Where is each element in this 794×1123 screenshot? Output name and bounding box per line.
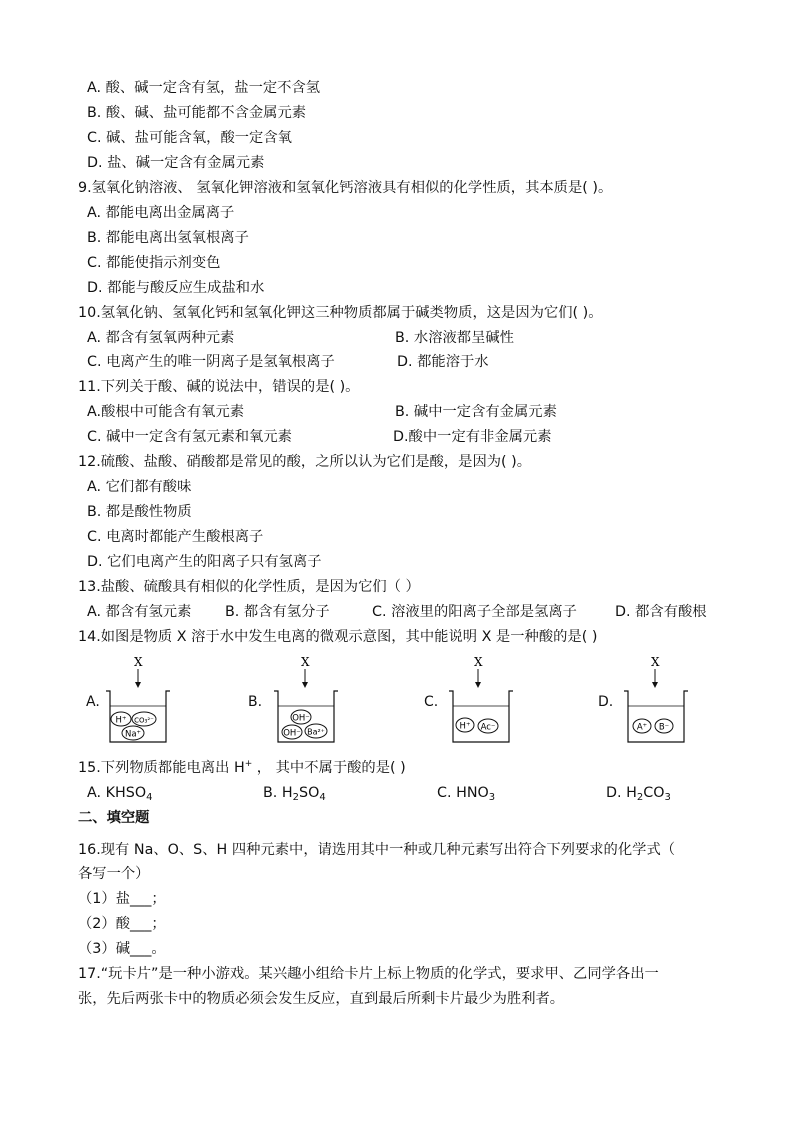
beaker-a-diagram xyxy=(100,654,180,746)
q15-stem-text: 15.下列物质都能电离出 H xyxy=(78,760,245,776)
q13-option-d: D. 都含有酸根 xyxy=(615,604,707,620)
q11-option-d: D.酸中一定有非金属元素 xyxy=(393,429,552,445)
q9-option-c: C. 都能使指示剂变色 xyxy=(87,255,221,271)
q16-item-2: （2）酸___； xyxy=(78,916,166,932)
q10-option-c: C. 电离产生的唯一阴离子是氢氧根离子 xyxy=(87,354,335,370)
ion-d-2: B⁻ xyxy=(658,722,670,733)
q15-a-text: A. KHSO xyxy=(87,785,147,801)
q12-option-a: A. 它们都有酸味 xyxy=(87,479,192,495)
section-heading-fill-in: 二、填空题 xyxy=(78,810,150,826)
q13-option-a: A. 都含有氢元素 xyxy=(87,604,192,620)
q15-c-text: C. HNO xyxy=(437,785,489,801)
q15-b-mid: SO xyxy=(299,785,320,801)
q11-option-a: A.酸根中可能含有氧元素 xyxy=(87,404,245,420)
q14-label-b: B. xyxy=(248,694,263,710)
q9-stem: 9.氢氧化钠溶液、 氢氧化钾溶液和氢氧化钙溶液具有相似的化学性质，其本质是( )。 xyxy=(78,180,613,196)
q15-b-sub: 2 xyxy=(292,792,300,803)
q15-stem-tail: ， 其中不属于酸的是( ) xyxy=(252,760,406,776)
q15-d-sub2: 3 xyxy=(664,792,671,803)
q14-label-d: D. xyxy=(598,694,614,710)
q9-option-b: B. 都能电离出氢氧根离子 xyxy=(87,230,249,246)
q15-stem xyxy=(78,758,406,778)
q15-option-d xyxy=(606,783,671,803)
q14-stem: 14.如图是物质 X 溶于水中发生电离的微观示意图，其中能说明 X 是一种酸的是( ) xyxy=(78,629,598,645)
q15-c-sub: 3 xyxy=(488,792,496,803)
q12-option-c: C. 电离时都能产生酸根离子 xyxy=(87,529,264,545)
beaker-c-diagram xyxy=(446,654,526,746)
q10-option-b: B. 水溶液都呈碱性 xyxy=(395,330,514,346)
ion-a-2: CO₃²⁻ xyxy=(134,716,154,725)
q15-a-sub: 4 xyxy=(146,792,153,803)
q14-label-a: A. xyxy=(86,694,100,710)
q15-d-text: D. H xyxy=(606,785,637,801)
q14-label-c: C. xyxy=(424,694,439,710)
q15-stem-sup: + xyxy=(244,759,253,769)
q9-option-d: D. 都能与酸反应生成盐和水 xyxy=(87,280,265,296)
q15-d-sub: 2 xyxy=(636,792,644,803)
q15-option-a xyxy=(87,783,152,803)
q8-option-c: C. 碱、盐可能含氧，酸一定含氧 xyxy=(87,130,292,146)
beaker-a-x-label: X xyxy=(134,655,143,669)
q10-stem: 10.氢氧化钠、氢氧化钙和氢氧化钾这三种物质都属于碱类物质，这是因为它们( )。 xyxy=(78,305,603,321)
q13-stem: 13.盐酸、硫酸具有相似的化学性质，是因为它们（ ） xyxy=(78,579,420,595)
q11-stem: 11.下列关于酸、碱的说法中，错误的是( )。 xyxy=(78,379,360,395)
ion-b-1: OH⁻ xyxy=(292,713,310,724)
q17-line2: 张，先后两张卡中的物质必须会发生反应，直到最后所剩卡片最少为胜利者。 xyxy=(78,991,565,1007)
beaker-b-diagram xyxy=(270,654,350,746)
ion-b-2: OH⁻ xyxy=(283,728,301,739)
q11-option-b: B. 碱中一定含有金属元素 xyxy=(395,404,557,420)
q16-stem-line2: 各写一个） xyxy=(78,866,150,882)
q12-stem: 12.硫酸、盐酸、硝酸都是常见的酸，之所以认为它们是酸，是因为( )。 xyxy=(78,454,532,470)
q11-option-c: C. 碱中一定含有氢元素和氧元素 xyxy=(87,429,292,445)
q12-option-d: D. 它们电离产生的阳离子只有氢离子 xyxy=(87,554,322,570)
q13-option-b: B. 都含有氢分子 xyxy=(225,604,330,620)
ion-d-1: A⁺ xyxy=(636,722,648,733)
q15-option-c xyxy=(437,783,495,803)
beaker-d-diagram xyxy=(620,654,700,746)
beaker-d-x-label: X xyxy=(651,655,660,669)
beaker-c-x-label: X xyxy=(474,655,483,669)
q16-stem-line1: 16.现有 Na、O、S、H 四种元素中，请选用其中一种或几种元素写出符合下列要求的化学式（ xyxy=(78,842,676,858)
q12-option-b: B. 都是酸性物质 xyxy=(87,504,192,520)
q16-item-1: （1）盐___； xyxy=(78,891,166,907)
q17-line1: 17.“玩卡片”是一种小游戏。某兴趣小组给卡片上标上物质的化学式，要求甲、乙同学各出一 xyxy=(78,966,659,982)
q8-option-b: B. 酸、碱、盐可能都不含金属元素 xyxy=(87,105,307,121)
q8-option-a: A. 酸、碱一定含有氢，盐一定不含氢 xyxy=(87,80,321,96)
q15-option-b xyxy=(263,783,326,803)
q15-d-mid: CO xyxy=(643,785,665,801)
q8-option-d: D. 盐、碱一定含有金属元素 xyxy=(87,155,265,171)
q9-option-a: A. 都能电离出金属离子 xyxy=(87,205,235,221)
q15-b-text: B. H xyxy=(263,785,293,801)
q13-option-c: C. 溶液里的阳离子全部是氢离子 xyxy=(372,604,577,620)
q10-option-d: D. 都能溶于水 xyxy=(397,354,489,370)
ion-a-3: Na⁺ xyxy=(124,729,142,740)
ion-c-2: Ac⁻ xyxy=(480,722,496,733)
q16-item-3: （3）碱___。 xyxy=(78,941,166,957)
ion-a-1: H⁺ xyxy=(115,715,127,726)
ion-c-1: H⁺ xyxy=(459,721,471,732)
q10-option-a: A. 都含有氢氧两种元素 xyxy=(87,330,235,346)
ion-b-3: Ba²⁺ xyxy=(307,727,325,737)
q15-b-sub2: 4 xyxy=(319,792,326,803)
beaker-b-x-label: X xyxy=(301,655,310,669)
